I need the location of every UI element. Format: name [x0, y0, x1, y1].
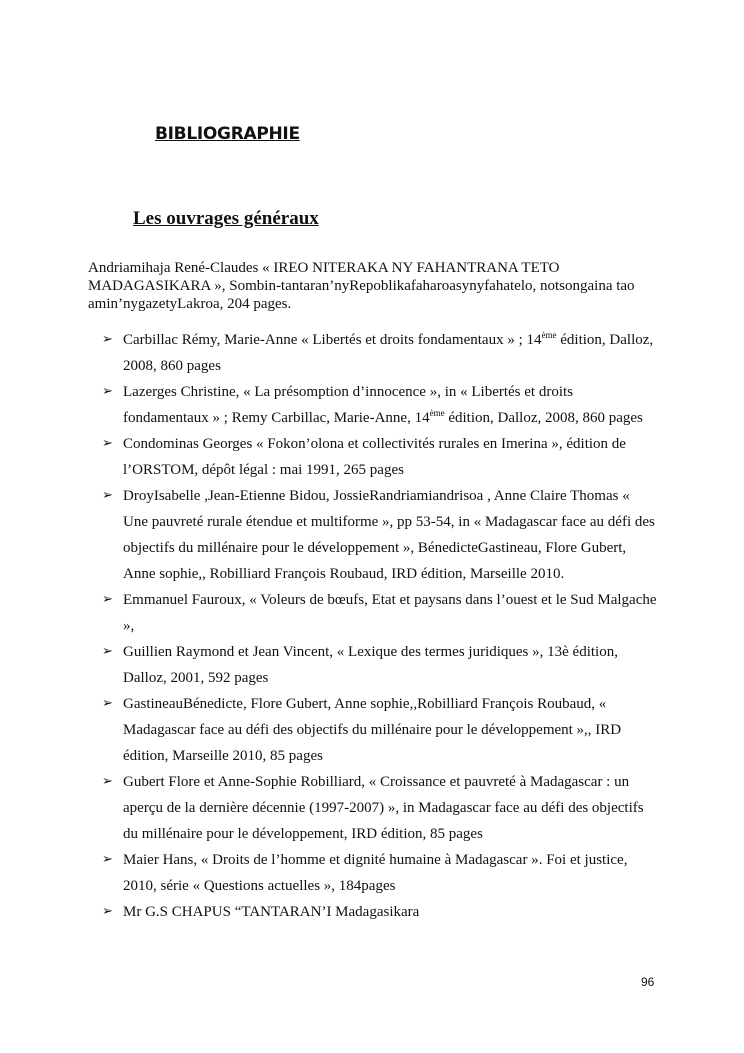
- bibliography-entry: [98, 327, 658, 379]
- arrowhead-bullet-icon: ➢: [102, 384, 113, 399]
- bibliography-list: [98, 327, 658, 925]
- entry-text: Condominas Georges « Fokon’olona et collectivités rurales en Imerina », édition de l’ORSTOM, dépôt légal : mai 1991, 265 pages: [123, 436, 626, 478]
- bibliography-entry: [98, 639, 658, 691]
- arrowhead-bullet-icon: ➢: [102, 332, 113, 347]
- entry-text: Emmanuel Fauroux, « Voleurs de bœufs, Etat et paysans dans l’ouest et le Sud Malgache »,: [123, 592, 657, 634]
- arrowhead-bullet-icon: ➢: [102, 592, 113, 607]
- bibliography-entry: [98, 587, 658, 639]
- entry-text-continued: édition, Dalloz, 2008, 860 pages: [123, 332, 654, 374]
- arrowhead-bullet-icon: ➢: [102, 644, 113, 659]
- arrowhead-bullet-icon: ➢: [102, 852, 113, 867]
- page-number: 96: [641, 975, 655, 989]
- entry-text: Lazerges Christine, « La présomption d’innocence », in « Libertés et droits fondamentaux » ; Remy Carbillac, Marie-Anne, 14: [123, 384, 574, 426]
- entry-text-continued: édition, Dalloz, 2008, 860 pages: [444, 410, 643, 426]
- page-title: BIBLIOGRAPHIE: [155, 124, 300, 144]
- entry-text: Gubert Flore et Anne-Sophie Robilliard, « Croissance et pauvreté à Madagascar : un aperçu de la dernière décennie (1997-2007) », in Madagascar face au défi des objectifs du millénaire pour le développement, IRD édition, 85 pages: [123, 774, 644, 842]
- entry-text: Carbillac Rémy, Marie-Anne « Libertés et droits fondamentaux » ; 14: [123, 332, 542, 348]
- bibliography-entry: [98, 483, 658, 587]
- entry-superscript: ème: [541, 330, 557, 340]
- bibliography-entry: [98, 899, 658, 925]
- bibliography-entry: [98, 769, 658, 847]
- intro-entry: Andriamihaja René-Claudes « IREO NITERAKA NY FAHANTRANA TETO MADAGASIKARA », Sombin-tantaran’nyRepoblikafaharoasynyfahatelo, notsongaina tao amin’nygazetyLakroa, 204 pages.: [88, 260, 635, 312]
- entry-text: Mr G.S CHAPUS “TANTARAN’I Madagasikara: [123, 904, 420, 920]
- bibliography-entry: [98, 847, 658, 899]
- entry-superscript: ème: [429, 408, 445, 418]
- bibliography-entry: [98, 691, 658, 769]
- entry-text: GastineauBénedicte, Flore Gubert, Anne sophie,,Robilliard François Roubaud, « Madagascar face au défi des objectifs du millénaire pour le développement »,, IRD édition, Marseille 2010, 85 pages: [123, 696, 622, 764]
- entry-text: DroyIsabelle ,Jean-Etienne Bidou, JossieRandriamiandrisoa , Anne Claire Thomas « Une pauvreté rurale étendue et multiforme », pp 53-54, in « Madagascar face au défi des objectifs du millénaire pour le développement », BénedicteGastineau, Flore Gubert, Anne sophie,, Robilliard François Roubaud, IRD édition, Marseille 2010.: [123, 488, 655, 582]
- bibliography-entry: [98, 431, 658, 483]
- entry-text: Maier Hans, « Droits de l’homme et dignité humaine à Madagascar ». Foi et justice, 2010, série « Questions actuelles », 184pages: [123, 852, 628, 894]
- arrowhead-bullet-icon: ➢: [102, 488, 113, 503]
- bibliography-entry: [98, 379, 658, 431]
- arrowhead-bullet-icon: ➢: [102, 774, 113, 789]
- arrowhead-bullet-icon: ➢: [102, 904, 113, 919]
- arrowhead-bullet-icon: ➢: [102, 436, 113, 451]
- entry-text: Guillien Raymond et Jean Vincent, « Lexique des termes juridiques », 13è édition, Dalloz, 2001, 592 pages: [123, 644, 618, 686]
- arrowhead-bullet-icon: ➢: [102, 696, 113, 711]
- section-heading: Les ouvrages généraux: [133, 208, 319, 229]
